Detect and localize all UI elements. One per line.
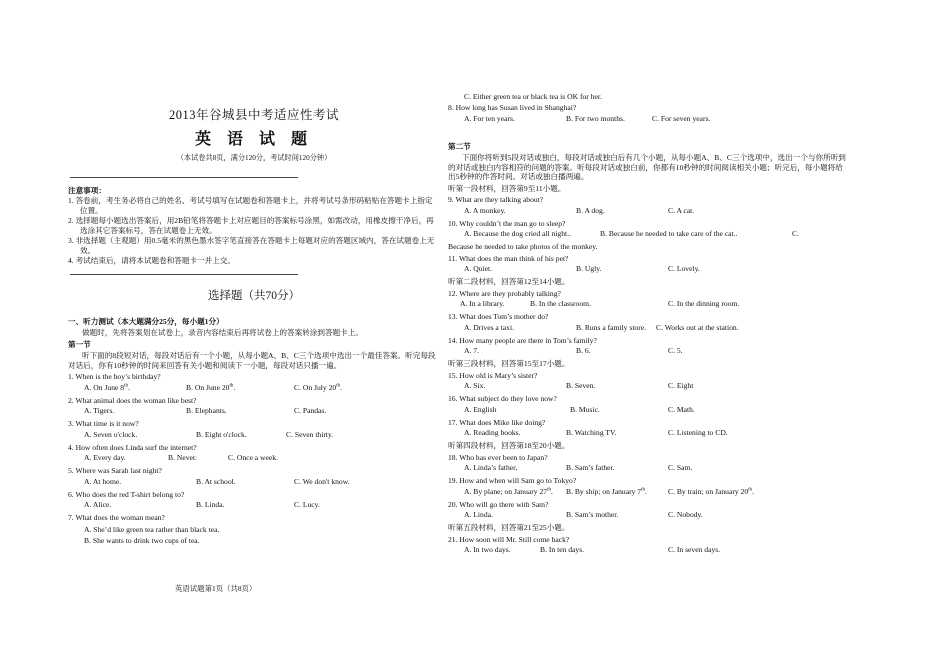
option-b: B. In the classroom. [530, 299, 591, 309]
options-5 [68, 477, 440, 488]
option-c: C. Works out at the station. [656, 322, 739, 332]
options-21 [448, 545, 848, 556]
option-a: A. Alice. [84, 500, 112, 510]
dialogue-2-heading: 听第二段材料，回答第12至14小题。 [448, 277, 570, 287]
options-11 [448, 264, 848, 275]
option-a: A. Because the dog cried all night.. [464, 229, 571, 239]
question-10: 10. Why couldn’t the man go to sleep? [448, 218, 566, 228]
sec2-instruction: 下面你将听到5段对话或独白，每段对话或独白后有几个小题，从每小题A、B、C三个选项中，选出一个与你所听到的对话或独白内容相符的问题的答案。听每段对话或独白前，你都有10秒钟的时间阅读相关小题；听完后，每小题将给出5秒钟的作答时间。对话或独白播两遍。 [448, 153, 846, 182]
option-b: B. Elephants. [186, 406, 227, 416]
option-a: A. On June 8th. [84, 382, 130, 392]
option-b: B. On June 20th. [186, 382, 236, 392]
option-a: A. At home. [84, 476, 122, 486]
options-13 [448, 323, 848, 334]
option-a: A. Every day. [84, 453, 126, 463]
options-1 [68, 383, 440, 394]
sec1-title: 第一节 [68, 339, 91, 349]
option-c: C. Lucy. [294, 500, 320, 510]
question-4: 4. How often does Linda surf the internet? [68, 442, 197, 452]
option-b: B. In ten days. [540, 545, 585, 555]
option-c: C. Listening to CD. [668, 428, 728, 438]
notice-block [68, 186, 440, 266]
option-b: B. By ship; on January 7th. [566, 486, 647, 496]
option-a: A. 7. [464, 346, 479, 356]
option-c: C. Math. [668, 404, 695, 414]
option-b: B. Runs a family store. [576, 322, 647, 332]
notice-item: 3. 非选择题（主观题）用0.5毫米的黑色墨水签字笔直接答在答题卡上每题对应的答题区域内，答在试题卷上无效。 [68, 236, 435, 255]
option-c: C. Pandas. [294, 406, 327, 416]
option-a: A. Tigers. [84, 406, 115, 416]
option-a: A. Drives a taxi. [464, 322, 514, 332]
question-6: 6. Who does the red T-shirt belong to? [68, 489, 185, 499]
question-5: 5. Where was Sarah last night? [68, 466, 162, 476]
question-8: 8. How long has Susan lived in Shanghai? [448, 103, 577, 113]
question-19: 19. How and when will Sam go to Tokyo? [448, 476, 577, 486]
question-12: 12. Where are they probably talking? [448, 288, 561, 298]
exam-note: （本试卷共8页，满分120分，考试时间120分钟） [176, 153, 332, 162]
option-a: A. For ten years. [464, 113, 515, 123]
option-a: A. A monkey. [464, 205, 506, 215]
divider [70, 274, 298, 275]
option-b: B. A dog. [576, 205, 605, 215]
option-a: A. In two days. [464, 545, 511, 555]
options-12 [448, 299, 848, 310]
part1-title: 一、听力测试（本大题满分25分，每小题1分） [68, 316, 224, 326]
option-b: B. Linda. [196, 500, 225, 510]
question-13: 13. What does Tom’s mother do? [448, 312, 549, 322]
notice-item: 4. 考试结束后，请将本试题卷和答题卡一并上交。 [68, 256, 236, 266]
option-b: B. Seven. [566, 381, 596, 391]
options-2 [68, 406, 440, 417]
sec2-title: 第二节 [448, 141, 471, 151]
option-a: A. She’d like green tea rather than black tea. [84, 524, 220, 534]
section-title: 选择题（共70分） [208, 289, 300, 302]
option-c: C. Nobody. [668, 510, 703, 520]
notice-item: 1. 答卷前，考生务必将自己的姓名、考试号填写在试题卷和答题卡上，并将考试号条形码粘贴在答题卡上指定位置。 [68, 196, 433, 215]
part1-instruction: 做题时，先将答案划在试卷上，录音内容结束后再将试卷上的答案转涂到答题卡上。 [82, 328, 363, 338]
options-6 [68, 500, 440, 511]
options-18 [448, 463, 848, 474]
options-15 [448, 381, 848, 392]
question-17: 17. What does Mike like doing? [448, 417, 546, 427]
option-a: A. Linda. [464, 510, 493, 520]
question-11: 11. What does the man think of his pet? [448, 253, 569, 263]
option-c: C. By train; on January 20th. [668, 486, 754, 496]
option-c: C. In the dinning room. [668, 299, 740, 309]
question-15: 15. How old is Mary’s sister? [448, 370, 538, 380]
question-7: 7. What does the woman mean? [68, 513, 165, 523]
option-b: B. Because he needed to take care of the cat.. [600, 229, 738, 239]
sec1-instruction: 听下面的8段短对话，每段对话后有一个小题，从每小题A、B、C三个选项中选出一个最佳答案。听完每段对话后，你有10秒钟的时间来回答有关小题和阅读下一小题，每段对话只播一遍。 [68, 351, 436, 370]
question-3: 3. What time is it now? [68, 419, 139, 429]
option-c: C. Sam. [668, 463, 693, 473]
option-c: C. Either green tea or black tea is OK for her. [464, 92, 602, 101]
option-b: B. Sam’s mother. [566, 510, 619, 520]
dialogue-5-heading: 听第五段材料，回答第21至25小题。 [448, 523, 570, 533]
options-10 [448, 229, 848, 240]
option-c: C. 5. [668, 346, 683, 356]
options-9 [448, 206, 848, 217]
option-b: B. Watching TV. [566, 428, 617, 438]
question-2: 2. What animal does the woman like best? [68, 395, 197, 405]
option-b: B. At school. [196, 476, 236, 486]
option-c-continued: Because he needed to take photos of the monkey. [448, 242, 598, 252]
question-9: 9. What are they talking about? [448, 195, 544, 205]
option-b: B. Eight o'clock. [196, 429, 247, 439]
option-c: C. Lovely. [668, 264, 700, 274]
subject-title: 英 语 试 题 [194, 130, 313, 148]
right-column [448, 90, 848, 557]
notice-item: 2. 选择题每小题选出答案后，用2B铅笔将答题卡上对应题目的答案标号涂黑，如需改动，用橡皮擦干净后，再选涂其它答案标号，答在试题卷上无效。 [68, 216, 434, 235]
option-b: B. She wants to drink two cups of tea. [84, 536, 200, 546]
option-a: A. English [464, 404, 497, 414]
options-14 [448, 346, 848, 357]
option-c: C. Seven thirty. [286, 429, 334, 439]
notice-heading: 注意事项： [68, 185, 106, 195]
options-4 [68, 453, 440, 464]
option-a: A. In a library. [460, 299, 505, 309]
options-8 [448, 114, 848, 125]
option-c: C. We don't know. [294, 476, 350, 486]
question-20: 20. Who will go there with Sam? [448, 499, 549, 509]
option-c: C. On July 20th. [294, 382, 342, 392]
option-a: A. Quiet. [464, 264, 493, 274]
dialogue-4-heading: 听第四段材料，回答第18至20小题。 [448, 441, 570, 451]
option-a: A. Seven o'clock. [84, 429, 138, 439]
option-c: C. Eight [668, 381, 694, 391]
question-21: 21. How soon will Mr. Still come back? [448, 534, 570, 544]
question-1: 1. When is the boy’s birthday? [68, 372, 161, 382]
question-16: 16. What subject do they love now? [448, 394, 557, 404]
dialogue-1-heading: 听第一段材料，回答第9至11小题。 [448, 183, 566, 193]
exam-title: 2013年谷城县中考适应性考试 [168, 108, 339, 122]
option-a: A. Six. [464, 381, 486, 391]
dialogue-3-heading: 听第三段材料，回答第15至17小题。 [448, 359, 570, 369]
left-column [68, 108, 440, 548]
question-14: 14. How many people are there in Tom’s family? [448, 335, 597, 345]
option-b: B. For two months. [566, 113, 625, 123]
option-c: C. In seven days. [668, 545, 721, 555]
option-b: B. Music. [570, 404, 600, 414]
option-a: A. Reading books. [464, 428, 521, 438]
page-footer: 英语试题第1页（共8页） [175, 584, 257, 593]
option-b: B. Never. [168, 453, 197, 463]
options-3 [68, 430, 440, 441]
option-b: B. Sam’s father. [566, 463, 615, 473]
options-16 [448, 405, 848, 416]
option-c: C. Once a week. [228, 453, 278, 463]
divider [70, 177, 298, 178]
options-17 [448, 428, 848, 439]
option-a: A. Linda’s father, [464, 463, 518, 473]
options-20 [448, 510, 848, 521]
option-a: A. By plane; on January 27th. [464, 486, 553, 496]
option-c: C. [792, 229, 799, 239]
option-b: B. 6. [576, 346, 591, 356]
options-19 [448, 487, 848, 498]
option-c: C. A cat. [668, 205, 695, 215]
option-b: B. Ugly. [576, 264, 602, 274]
option-c: C. For seven years. [652, 113, 711, 123]
question-18: 18. Who has ever been to Japan? [448, 452, 548, 462]
